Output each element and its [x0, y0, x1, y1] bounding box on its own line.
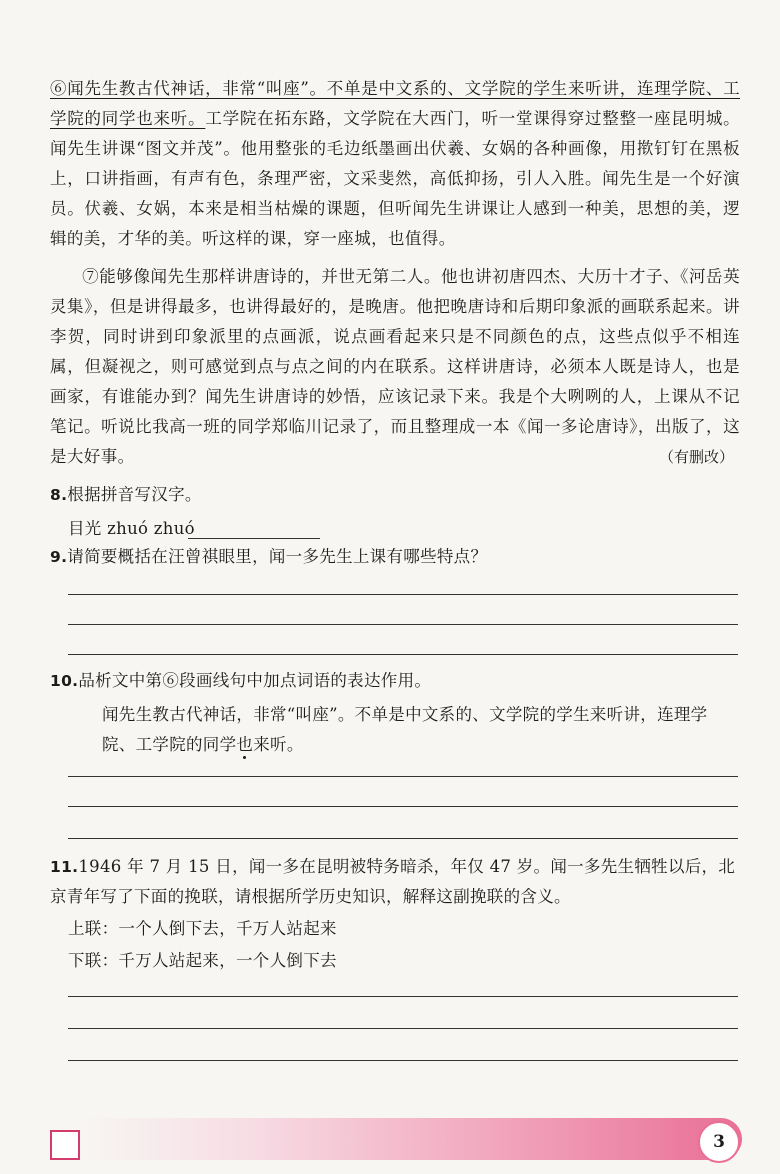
quoted-sentence [68, 700, 740, 760]
answer-line[interactable] [68, 624, 738, 625]
question-8 [50, 480, 740, 510]
question-text: 根据拼音写汉字。 [67, 485, 202, 504]
answer-line[interactable] [68, 838, 738, 839]
question-number: 8. [50, 486, 68, 504]
couplet-upper: 上联：一个人倒下去，千万人站起来 [68, 919, 337, 938]
question-11 [50, 852, 740, 912]
question-text: 品析文中第 [78, 671, 163, 690]
paragraph-number: ⑥ [50, 79, 68, 98]
question-number: 10. [50, 672, 79, 690]
quoted-text: 闻先生教古代神话，非常“叫座”。不单是中文系的、文学院的学生来听讲，连理学院、工学院的同学也来听。 [102, 705, 708, 754]
answer-line[interactable] [68, 1028, 738, 1029]
couplet-lower: 下联：千万人站起来，一个人倒下去 [68, 951, 337, 970]
answer-line[interactable] [68, 1060, 738, 1061]
answer-line[interactable] [68, 594, 738, 595]
question-text: 段画线句中加点词语的表达作用。 [179, 671, 432, 690]
checkbox-square[interactable] [50, 1130, 80, 1160]
paragraph-text: 工学院在拓东路，文学院在大西门，听一堂课得穿过整整一座昆明城。闻先生讲课“图文并茂”。他用整张的毛边纸墨画出伏羲、女娲的各种画像，用揿钉钉在黑板上，口讲指画，有声有色，条理严密，文采斐然，高低抑扬，引人入胜。闻先生是一个好演员。伏羲、女娲，本来是相当枯燥的课题，但听闻先生讲课让人感到一种美，思想的美，逻辑的美，才华的美。听这样的课，穿一座城，也值得。 [50, 109, 740, 248]
paragraph-number: ⑦ [82, 267, 100, 286]
answer-line[interactable] [68, 996, 738, 997]
question-number: 11. [50, 858, 79, 876]
underlined-sentence: 闻先生教古代神话，非常“叫座”。不单是中文系的、文学院的学生来听讲，连理学院、工学院的同学也来听。 [50, 79, 740, 128]
question-text: 1946 年 7 月 15 日，闻一多在昆明被特务暗杀，年仅 47 岁。闻一多先生牺牲以后，北京青年写了下面的挽联，请根据所学历史知识，解释这副挽联的含义。 [50, 857, 736, 906]
answer-line[interactable] [68, 776, 738, 777]
dotted-word: 也 [236, 735, 254, 754]
answer-blank[interactable] [188, 538, 320, 539]
question-text: 请简要概括在汪曾祺眼里，闻一多先生上课有哪些特点？ [67, 547, 488, 566]
circled-number: ⑥ [162, 671, 180, 690]
answer-line[interactable] [68, 806, 738, 807]
passage-paragraph-6 [50, 74, 740, 254]
paragraph-text: 能够像闻先生那样讲唐诗的，并世无第二人。他也讲初唐四杰、大历十才子、《河岳英灵集》，但是讲得最多，也讲得最好的，是晚唐。他把晚唐诗和后期印象派的画联系起来。讲李贺，同时讲到印象派里的点画派，说点画看起来只是不同颜色的点，这些点似乎不相连属，但凝视之，则可感觉到点与点之间的内在联系。这样讲唐诗，必须本人既是诗人，也是画家，有谁能办到？闻先生讲唐诗的妙悟，应该记录下来。我是个大咧咧的人，上课从不记笔记。听说比我高一班的同学郑临川记录了，而且整理成一本《闻一多论唐诗》，出版了，这是大好事。 [50, 267, 741, 466]
passage-paragraph-7 [50, 262, 740, 472]
pinyin-prompt: 目光 zhuó zhuó [68, 519, 195, 538]
answer-line[interactable] [68, 654, 738, 655]
footer-bar [82, 1118, 742, 1160]
question-10 [50, 666, 740, 696]
question-9 [50, 542, 740, 572]
abridged-note: （有删改） [658, 448, 734, 466]
question-number: 9. [50, 548, 68, 566]
page-number: 3 [698, 1121, 740, 1163]
